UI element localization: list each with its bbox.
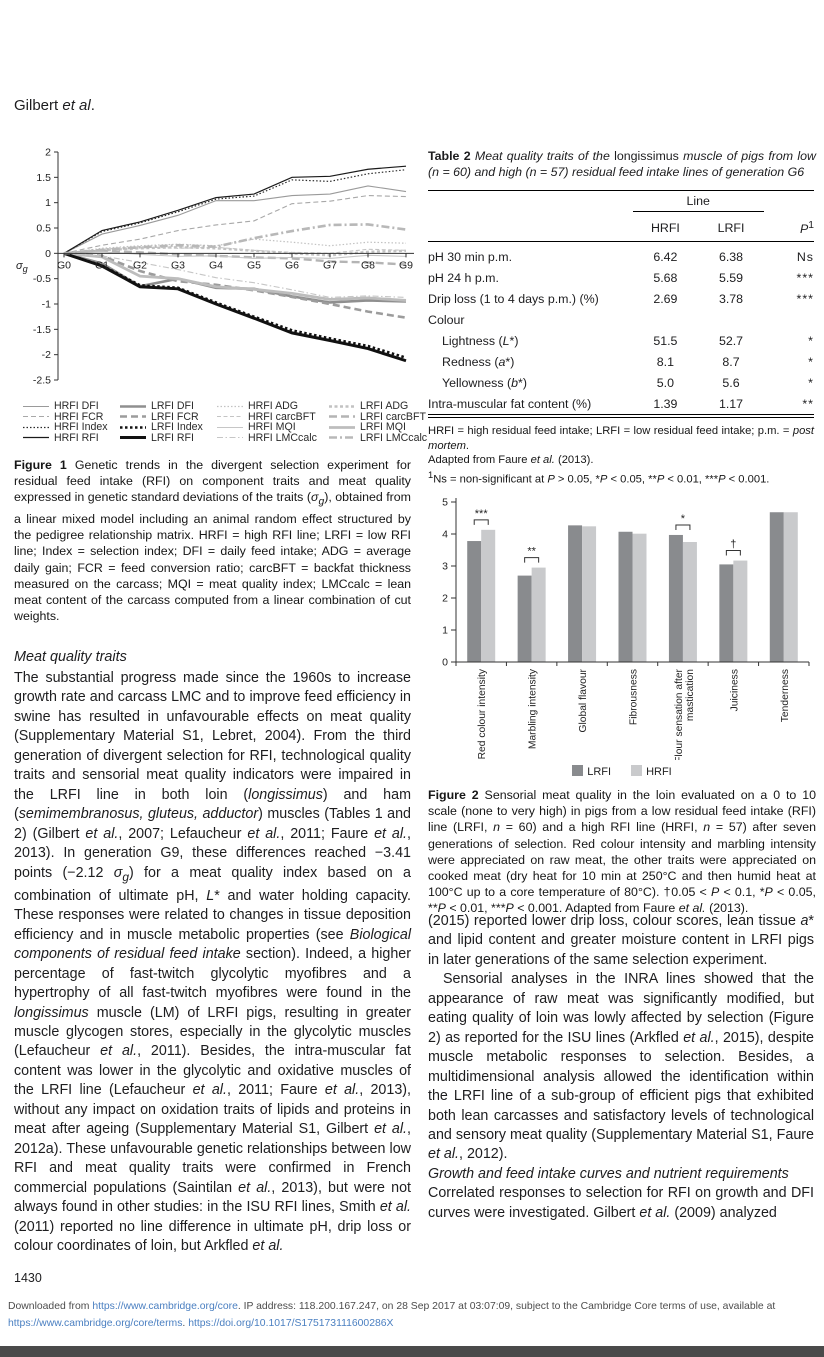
svg-text:mastication: mastication	[684, 669, 696, 722]
figure1-legend-label: LRFI LMCcalc	[360, 431, 428, 444]
running-header: Gilbert et al.	[14, 97, 95, 114]
table2-title: Table 2 Meat quality traits of the longissimus muscle of pigs from low (n = 60) and high (n = 57) residual feed intake lines of generation G6	[428, 149, 816, 180]
table-row	[428, 267, 814, 288]
table2-footnote: HRFI = high residual feed intake; LRFI = low residual feed intake; p.m. = post mortem.	[428, 425, 814, 452]
legend-swatch-icon	[572, 765, 583, 776]
table2-lrfi-value: 3.78	[718, 291, 744, 306]
figure1-line-chart	[14, 142, 422, 394]
table2	[428, 190, 814, 488]
svg-text:0.5: 0.5	[36, 222, 51, 235]
table2-col-lrfi: LRFI	[698, 215, 764, 242]
svg-text:G3: G3	[170, 259, 186, 272]
svg-text:G7: G7	[322, 259, 338, 272]
table2-col-p: $P^1$	[764, 215, 814, 242]
figure2	[428, 492, 816, 917]
svg-text:0: 0	[45, 247, 51, 260]
table2-hrfi-value: 1.39	[653, 396, 678, 411]
svg-text:***: ***	[474, 507, 488, 520]
figure1-legend-label: HRFI RFI	[54, 431, 99, 444]
table2-p-value: ***	[796, 291, 814, 306]
svg-text:0: 0	[442, 656, 448, 669]
svg-text:2: 2	[442, 592, 448, 605]
table2-group-header: Line	[633, 191, 764, 216]
table-row	[428, 393, 814, 414]
figure1-legend-label: LRFI ADG	[360, 400, 409, 413]
table2-p-value: ***	[796, 270, 814, 285]
figure1	[14, 142, 428, 625]
svg-text:G5: G5	[246, 259, 262, 272]
table-row	[428, 351, 814, 372]
growth-paragraph: Correlated responses to selection for RFI on growth and DFI curves were investigated. Gilbert et al. (2009) analyzed	[428, 1185, 814, 1221]
footer-text: Downloaded from	[8, 1301, 93, 1312]
svg-text:1: 1	[442, 624, 448, 637]
right-column-text	[428, 912, 814, 1223]
figure2-legend-item: HRFI	[631, 765, 672, 778]
table2-bottom-rule	[428, 414, 814, 418]
svg-text:G2: G2	[132, 259, 148, 272]
figure1-legend-label: HRFI carcBFT	[248, 410, 316, 423]
svg-text:G4: G4	[208, 259, 224, 272]
table-row	[428, 309, 814, 330]
footer-terms-link[interactable]: https://www.cambridge.org/core/terms	[8, 1317, 183, 1329]
table-row	[428, 242, 814, 268]
svg-text:-2: -2	[41, 349, 51, 362]
table2-p-value: Ns	[796, 249, 814, 264]
svg-text:Marbling intensity: Marbling intensity	[527, 669, 539, 750]
svg-text:*: *	[680, 512, 686, 525]
svg-text:1: 1	[45, 197, 51, 210]
table2-lrfi-value: 52.7	[718, 333, 744, 348]
right-paragraph-2: Sensorial analyses in the INRA lines showed that the appearance of raw meat was significantly modified, but eating quality of loin was lowly affected by selection (Figure 2) as reported for the ISU lines (Arkfled et al., 2015), despite muscle metabolic responses to selection. Besides, a multidimensional analysis allowed the identification within the LRFI line of a sub-group of efficient pigs that exhibited both lean carcasses and satisfactory levels of technological and sensory meat quality (Supplementary Material S1, Faure et al., 2012).	[428, 971, 814, 1163]
figure1-legend-label: LRFI MQI	[360, 421, 406, 434]
table2-hrfi-value: 2.69	[653, 291, 678, 306]
svg-text:G6: G6	[284, 259, 300, 272]
figure1-legend-item	[328, 433, 428, 444]
page-number: 1430	[14, 1271, 42, 1285]
table2-lrfi-value: 6.38	[718, 249, 744, 264]
table2-hrfi-value: 6.42	[653, 249, 678, 264]
table2-row-label: pH 24 h p.m.	[428, 270, 499, 285]
footer-text: . IP address: 118.200.167.247, on 28 Sep 2017 at 03:07:09, subject to the Cambridge Core terms of use, available at	[237, 1301, 776, 1312]
svg-text:4: 4	[442, 528, 448, 541]
svg-text:2: 2	[45, 146, 51, 159]
svg-text:Juiciness: Juiciness	[729, 669, 741, 712]
section-heading-growth: Growth and feed intake curves and nutrient requirements	[428, 1165, 789, 1182]
svg-text:G1: G1	[94, 259, 110, 272]
svg-text:3: 3	[442, 560, 448, 573]
figure1-legend-label: LRFI Index	[151, 421, 203, 434]
bottom-bar	[0, 1346, 824, 1357]
figure1-legend-label: LRFI FCR	[151, 410, 199, 423]
svg-text:Fibrousness: Fibrousness	[628, 669, 640, 726]
figure1-legend-label: HRFI ADG	[248, 400, 299, 413]
figure1-legend-label: LRFI carcBFT	[360, 410, 426, 423]
table2-lrfi-value: 8.7	[722, 354, 740, 369]
table2-p-value: *	[808, 333, 814, 348]
download-footer	[8, 1299, 820, 1332]
svg-text:G0: G0	[56, 259, 72, 272]
figure1-legend-label: HRFI Index	[54, 421, 108, 434]
table2-hrfi-value: 8.1	[656, 354, 675, 369]
figure2-caption: Figure 2 Sensorial meat quality in the loin evaluated on a 0 to 10 scale (none to very high) in pigs from a low residual feed intake (RFI) line (LRFI, n = 60) and a high RFI line (HRFI, n = 57) after seven generations of selection. Red colour intensity and marbling intensity were appreciated on raw meat, the other traits were appreciated on cooked meat (dry heat for 10 min at 250°C and then humid heat at 100°C up to a core temperature of 80°C). †0.05 < P < 0.1, *P < 0.05, **P < 0.01, ***P < 0.001. Adapted from Faure et al. (2013).	[428, 788, 817, 916]
figure1-legend-label: HRFI LMCcalc	[248, 431, 317, 444]
figure1-legend-item	[119, 433, 216, 444]
table2-p-value: *	[808, 375, 814, 390]
svg-text:Flour sensation after: Flour sensation after	[673, 669, 685, 760]
figure1-legend-item	[22, 433, 119, 444]
figure1-caption: Figure 1 Genetic trends in the divergent selection experiment for residual feed intake (RFI) on component traits and meat quality expressed in genetic standard deviations of the traits $(\sigma_g)$, obtained from a linear mixed model including an animal random effect structured by the pedigree relationship matrix. HRFI = high RFI line; LRFI = low RFI line; Index = selection index; DFI = daily feed intake; ADG = average daily gain; FCR = feed conversion ratio; carcBFT = backfat thickness measured on the carcass; MQI = meat quality index; LMCcalc = lean meat content of the carcass computed from a linear combination of cut weights.	[14, 458, 412, 624]
svg-text:-2.5: -2.5	[32, 374, 51, 387]
svg-text:†: †	[730, 538, 737, 551]
table-row	[428, 372, 814, 393]
svg-text:Red colour intensity: Red colour intensity	[477, 669, 489, 760]
table2-col-hrfi: HRFI	[633, 215, 699, 242]
table2-p-value: **	[802, 396, 814, 411]
meat-quality-paragraph: The substantial progress made since the 1960s to increase growth rate and carcass LMC and to improve feed efficiency in swine has resulted in unfavourable effects on meat quality (Supplementary Material S1, Lebret, 2004). From the third generation of divergent selection for RFI, technological quality traits and sensorial meat quality indicators were impaired in the LRFI line in both loin (longissimus) and ham (semimembranosus, gluteus, adductor) muscles (Tables 1 and 2) (Gilbert et al., 2007; Lefaucheur et al., 2011; Faure et al., 2013). In generation G9, these differences reached −3.41 points (−2.12 $\sigma_g$) for a meat quality index based on a combination of ultimate pH, L* and water holding capacity. These responses were related to changes in tissue deposition efficiency and in muscle metabolic properties (see Biological components of residual feed intake section). Indeed, a higher percentage of fast-twitch glycolytic myofibres and a hypertrophy of all fast-twitch myofibres were found in the longissimus muscle (LM) of LRFI pigs, resulting in greater muscle glycogen stores, especially in the glycolytic muscles (Lefaucheur et al., 2011). Besides, the intra-muscular fat content was lower in the glycolytic and oxidative muscles of the LRFI line (Lefaucheur et al., 2011; Faure et al., 2013), without any impact on oxidation traits of lipids and proteins in meat after ageing (Supplementary Material S1, Gilbert et al., 2012a). These unfavourable genetic relationships between low RFI and meat quality traits were confirmed in French commercial populations (Saintilan et al., 2013), but were not always found in other studies: in the ISU RFI lines, Smith et al. (2011) reported no line difference in ultimate pH, drip loss or colour coordinates of loin, but Arkfled et al.	[14, 670, 412, 1254]
figure2-legend	[428, 765, 816, 778]
table2-p-value: *	[808, 354, 814, 369]
table2-row-label: Drip loss (1 to 4 days p.m.) (%)	[428, 291, 599, 306]
figure1-legend-label: HRFI FCR	[54, 410, 104, 423]
table2-row-label: Redness (a*)	[442, 354, 515, 369]
table2-hrfi-value: 51.5	[653, 333, 678, 348]
table2-footnote: $^1$Ns = non-significant at P > 0.05, *P < 0.05, **P < 0.01, ***P < 0.001.	[428, 470, 770, 486]
table-row	[428, 288, 814, 309]
svg-text:G9: G9	[398, 259, 414, 272]
svg-text:-0.5: -0.5	[32, 273, 51, 286]
figure1-legend	[14, 400, 428, 444]
section-heading-meat-quality: Meat quality traits	[14, 649, 127, 665]
table2-row-label: Yellowness (b*)	[442, 375, 527, 390]
table-row	[428, 330, 814, 351]
svg-text:**: **	[527, 545, 536, 558]
footer-text: .	[182, 1317, 189, 1329]
table2-row-label: Intra-muscular fat content (%)	[428, 396, 592, 411]
table2-row-label: pH 30 min p.m.	[428, 249, 513, 264]
table2-hrfi-value: 5.68	[653, 270, 678, 285]
table2-lrfi-value: 5.59	[718, 270, 744, 285]
footer-doi-link[interactable]: https://doi.org/10.1017/S175173111600286X	[188, 1317, 394, 1329]
svg-text:5: 5	[442, 496, 448, 509]
figure2-bar-chart	[428, 492, 816, 760]
figure1-legend-item	[216, 433, 328, 444]
table2-group-label: Colour	[428, 312, 465, 327]
svg-text:1.5: 1.5	[36, 171, 51, 184]
svg-text:-1.5: -1.5	[32, 323, 51, 336]
table2-footnotes	[428, 424, 814, 488]
table2-grid	[428, 190, 814, 414]
figure1-legend-label: HRFI MQI	[248, 421, 296, 434]
figure2-legend-item: LRFI	[572, 765, 611, 778]
svg-text:Tenderness: Tenderness	[779, 669, 791, 723]
figure1-legend-label: LRFI DFI	[151, 400, 194, 413]
figure1-y-axis-label: $\sigma_g$	[16, 260, 28, 275]
table2-hrfi-value: 5.0	[656, 375, 675, 390]
figure1-legend-label: HRFI DFI	[54, 400, 99, 413]
table2-lrfi-value: 1.17	[718, 396, 744, 411]
table2-row-label: Lightness (L*)	[442, 333, 519, 348]
svg-text:G8: G8	[360, 259, 376, 272]
right-paragraph-1: (2015) reported lower drip loss, colour scores, lean tissue a* and lipid content and greater moisture content in LRFI pigs in later generations of the same selection experiment.	[428, 913, 814, 968]
table2-lrfi-value: 5.6	[722, 375, 740, 390]
legend-swatch-icon	[631, 765, 642, 776]
figure1-legend-label: LRFI RFI	[151, 431, 194, 444]
svg-text:-1: -1	[41, 298, 51, 311]
table2-footnote: Adapted from Faure et al. (2013).	[428, 454, 594, 467]
svg-text:Global flavour: Global flavour	[578, 669, 590, 733]
footer-core-link[interactable]: https://www.cambridge.org/core	[92, 1301, 238, 1312]
